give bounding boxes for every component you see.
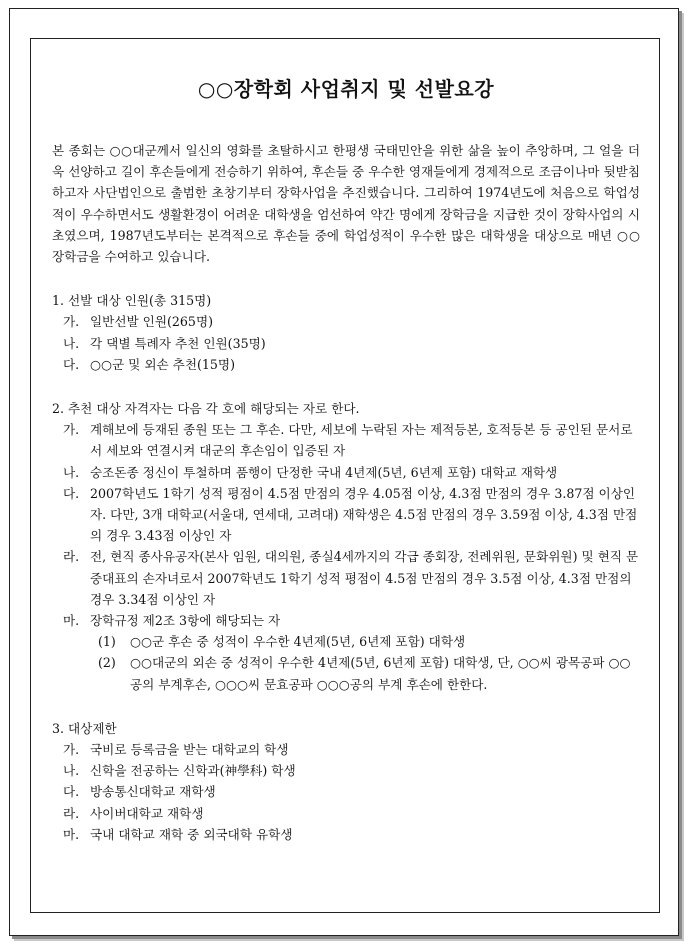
list-item: [52, 610, 640, 631]
item-marker: 마.: [63, 826, 80, 842]
list-item: [52, 803, 640, 824]
item-marker: 가.: [63, 422, 80, 438]
item-marker: 마.: [63, 613, 80, 629]
list-item: [52, 311, 640, 332]
list-item: [52, 483, 640, 547]
item-marker: 라.: [63, 549, 80, 565]
list-item: [52, 462, 640, 483]
section-heading: 2. 추천 대상 자격자는 다음 각 호에 해당되는 자로 한다.: [52, 401, 360, 417]
item-text: 국내 대학교 재학 중 외국대학 유학생: [90, 826, 293, 842]
list-item: [52, 824, 640, 845]
sub-item-text: ○○대군의 외손 중 성적이 우수한 4년제(5년, 6년제 포함) 대학생, 단, ○○씨 광목공파 ○○공의 부계후손, ○○○씨 문효공파 ○○○공의 부계 후손에 한한다.: [130, 655, 631, 692]
item-text: 사이버대학교 재학생: [90, 805, 204, 821]
sub-list-item: [52, 652, 640, 694]
list-item: [52, 419, 640, 461]
item-marker: 다.: [63, 356, 80, 372]
section-selection-count: [52, 290, 640, 375]
sub-item-marker: (2): [98, 655, 116, 671]
list-item: [52, 333, 640, 354]
section-heading: 3. 대상제한: [52, 720, 117, 736]
section-restrictions: [52, 718, 640, 845]
item-marker: 라.: [63, 805, 80, 821]
list-item: [52, 354, 640, 375]
sub-list-item: [52, 631, 640, 652]
sub-item-marker: (1): [98, 634, 116, 650]
item-marker: 나.: [63, 464, 80, 480]
section-eligibility: [52, 398, 640, 695]
document-title: ○○장학회 사업취지 및 선발요강: [197, 77, 495, 101]
item-marker: 나.: [63, 763, 80, 779]
item-text: 국비로 등록금을 받는 대학교의 학생: [90, 742, 289, 758]
list-item: [52, 781, 640, 802]
list-item: [52, 546, 640, 610]
item-marker: 다.: [63, 784, 80, 800]
item-text: 전, 현직 종사유공자(본사 임원, 대의원, 종실4세까지의 각급 종회장, 전례위원, 문화위원) 및 현직 문중대표의 손자녀로서 2007학년도 1학기 성적 평점이 4.5점 만점의 경우 3.5점 이상, 4.3점 만점의 경우 3.34점 이상인 자: [90, 549, 639, 607]
item-text: 각 댁별 특례자 추천 인원(35명): [90, 335, 266, 351]
sub-item-text: ○○군 후손 중 성적이 우수한 4년제(5년, 6년제 포함) 대학생: [130, 634, 466, 650]
item-text: 장학규정 제2조 3항에 해당되는 자: [90, 613, 281, 629]
item-marker: 가.: [63, 742, 80, 758]
item-marker: 다.: [63, 485, 80, 501]
item-text: 숭조돈종 정신이 투철하며 품행이 단정한 국내 4년제(5년, 6년제 포함) 대학교 재학생: [90, 464, 558, 480]
item-text: 방송통신대학교 재학생: [90, 784, 216, 800]
list-item: [52, 760, 640, 781]
item-text: 신학을 전공하는 신학과(神學科) 학생: [90, 763, 296, 779]
item-text: 일반선발 인원(265명): [90, 314, 214, 330]
intro-paragraph: 본 종회는 ○○대군께서 일신의 영화를 초탈하시고 한평생 국태민안을 위한 삶을 높이 추앙하며, 그 얼을 더욱 선양하고 길이 후손들에게 전승하기 위하여, 후손들 중 우수한 영재들에게 경제적으로 조금이나마 뒷받침하고자 사단법인으로 출범한 초창기부터 장학사업을 추진했습니다. 그리하여 1974년도에 처음으로 학업성적이 우수하면서도 생활환경이 어려운 대학생을 엄선하여 약간 명에게 장학금을 지급한 것이 장학사업의 시초였으며, 1987년도부터는 본격적으로 후손들 중에 학업성적이 우수한 많은 대학생을 대상으로 매년 ○○장학금을 수여하고 있습니다.: [52, 143, 640, 265]
item-text: 계해보에 등재된 종원 또는 그 후손. 다만, 세보에 누락된 자는 제적등본, 호적등본 등 공인된 문서로서 세보와 연결시켜 대군의 후손임이 입증된 자: [90, 422, 633, 459]
section-heading: 1. 선발 대상 인원(총 315명): [52, 293, 212, 309]
item-text: 2007학년도 1학기 성적 평점이 4.5점 만점의 경우 4.05점 이상, 4.3점 만점의 경우 3.87점 이상인 자. 다만, 3개 대학교(서울대, 연세대, 고려대) 재학생은 4.5점 만점의 경우 3.59점 이상, 4.3점 만점의 경우 3.43점 이상인 자: [90, 485, 638, 544]
item-text: ○○군 및 외손 추천(15명): [90, 356, 235, 372]
item-marker: 나.: [63, 335, 80, 351]
item-marker: 가.: [63, 314, 80, 330]
list-item: [52, 739, 640, 760]
document-content: [52, 76, 640, 868]
